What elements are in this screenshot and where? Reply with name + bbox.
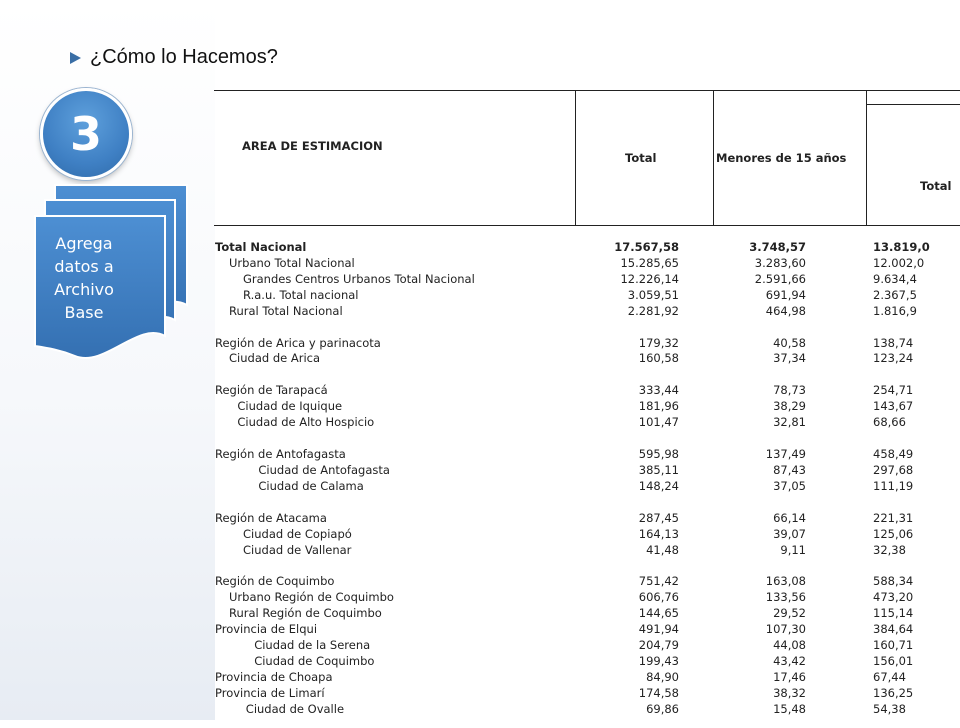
- row-label: Ciudad de Coquimbo: [254, 653, 375, 668]
- table-row: [214, 527, 960, 543]
- cell-total-sub: 115,14: [873, 606, 914, 621]
- cell-menores: 44,08: [773, 638, 806, 652]
- cell-menores: 29,52: [773, 606, 806, 621]
- column-divider: [575, 90, 576, 225]
- cell-total-sub: 111,19: [873, 478, 914, 493]
- cell-total-sub: 156,01: [873, 653, 914, 668]
- table-row: [214, 638, 960, 654]
- cell-menores: 78,73: [773, 383, 806, 398]
- cell-total: 199,43: [638, 653, 679, 668]
- row-label: Región de Coquimbo: [215, 574, 335, 589]
- cell-total: 385,11: [638, 462, 679, 477]
- cell-total-sub: 143,67: [873, 399, 914, 414]
- heading-text: ¿Cómo lo Hacemos?: [90, 45, 278, 68]
- row-label: Región de Tarapacá: [215, 383, 328, 398]
- header-menores: Menores de 15 años: [716, 151, 847, 165]
- step-label-line: Base: [64, 303, 104, 322]
- table-header-bottom-border: [214, 225, 960, 226]
- row-label: R.a.u. Total nacional: [243, 287, 359, 302]
- cell-total: 181,96: [638, 399, 679, 414]
- cell-total-sub: 384,64: [873, 622, 914, 637]
- row-label: Rural Región de Coquimbo: [229, 606, 382, 621]
- cell-menores: 38,32: [773, 685, 806, 700]
- table-row: [214, 272, 960, 288]
- triangle-bullet-icon: [70, 52, 81, 64]
- table-row: [214, 351, 960, 367]
- column-divider: [713, 90, 714, 225]
- cell-total: 287,45: [638, 510, 679, 525]
- cell-menores: 37,05: [773, 478, 806, 493]
- cell-total: 751,42: [638, 574, 679, 589]
- row-label: Ciudad de Copiapó: [243, 526, 352, 541]
- header-total: Total: [625, 151, 657, 165]
- cell-total-sub: 473,20: [873, 590, 914, 605]
- cell-total: 101,47: [638, 415, 679, 430]
- row-label: Ciudad de Ovalle: [245, 701, 345, 716]
- cell-total-sub: 254,71: [873, 383, 914, 398]
- cell-total: 12.226,14: [620, 271, 679, 286]
- cell-menores: 9,11: [780, 542, 806, 557]
- table-row: [214, 240, 960, 256]
- cell-total: 160,58: [638, 351, 679, 366]
- cell-total-sub: 1.816,9: [873, 303, 917, 318]
- cell-menores: 15,48: [773, 701, 806, 716]
- table-row: [214, 383, 960, 399]
- cell-menores: 87,43: [773, 462, 806, 477]
- cell-total-sub: 67,44: [873, 669, 906, 684]
- step-label-line: Archivo: [54, 280, 114, 299]
- row-label: Región de Antofagasta: [215, 447, 346, 461]
- table-row: [214, 256, 960, 272]
- cell-total: 144,65: [638, 606, 679, 621]
- table-row: [214, 288, 960, 304]
- population-table: [214, 88, 960, 728]
- cell-menores: 37,34: [773, 351, 806, 366]
- row-label: Ciudad de Calama: [258, 478, 364, 493]
- cell-total-sub: 68,66: [873, 415, 906, 430]
- table-row: [214, 304, 960, 320]
- step-description: [38, 232, 130, 324]
- row-label: Ciudad de Arica: [229, 351, 321, 366]
- table-row: [214, 590, 960, 606]
- cell-total: 179,32: [638, 335, 679, 350]
- cell-menores: 39,07: [773, 526, 806, 541]
- table-row: [214, 511, 960, 527]
- table-row: [214, 654, 960, 670]
- cell-total: 491,94: [638, 622, 679, 637]
- cell-menores: 464,98: [765, 303, 806, 318]
- row-label: Grandes Centros Urbanos Total Nacional: [243, 271, 475, 286]
- cell-total-sub: 125,06: [873, 526, 914, 541]
- cell-total: 606,76: [638, 590, 679, 605]
- cell-total-sub: 297,68: [873, 462, 914, 477]
- cell-menores: 40,58: [773, 335, 806, 350]
- slide-heading: [70, 41, 278, 73]
- row-label: Región de Arica y parinacota: [215, 335, 381, 350]
- cell-total-sub: 136,25: [873, 685, 914, 700]
- table-row: [214, 415, 960, 431]
- row-label: Urbano Total Nacional: [229, 255, 355, 270]
- cell-total-sub: 160,71: [873, 638, 914, 652]
- table-row: [214, 399, 960, 415]
- table-row: [214, 463, 960, 479]
- cell-menores: 43,42: [773, 653, 806, 668]
- cell-total-sub: 32,38: [873, 542, 906, 557]
- row-label: Provincia de Limarí: [215, 685, 325, 700]
- cell-total-sub: 221,31: [873, 510, 914, 525]
- row-label: Provincia de Choapa: [215, 669, 333, 684]
- cell-total-sub: 458,49: [873, 447, 914, 461]
- cell-menores: 691,94: [765, 287, 806, 302]
- row-label: Región de Atacama: [215, 510, 327, 525]
- cell-total-sub: 138,74: [873, 335, 914, 350]
- table-row: [214, 543, 960, 559]
- cell-menores: 32,81: [773, 415, 806, 430]
- table-row: [214, 447, 960, 463]
- cell-menores: 66,14: [773, 510, 806, 525]
- cell-total: 69,86: [646, 701, 679, 716]
- cell-menores: 17,46: [773, 669, 806, 684]
- cell-total: 2.281,92: [627, 303, 679, 318]
- cell-total-sub: 123,24: [873, 351, 914, 366]
- row-label: Rural Total Nacional: [229, 303, 343, 318]
- step-label-line: datos a: [54, 257, 114, 276]
- cell-total: 174,58: [638, 685, 679, 700]
- cell-total-sub: 54,38: [873, 701, 906, 716]
- row-label: Ciudad de Alto Hospicio: [237, 415, 375, 430]
- cell-menores: 38,29: [773, 399, 806, 414]
- cell-menores: 137,49: [765, 447, 806, 461]
- table-top-border: [214, 90, 960, 91]
- column-divider: [866, 90, 867, 225]
- cell-total: 204,79: [638, 638, 679, 652]
- cell-total: 333,44: [638, 383, 679, 398]
- cell-total: 164,13: [638, 526, 679, 541]
- table-row: [214, 670, 960, 686]
- cell-menores: 2.591,66: [754, 271, 806, 286]
- cell-total: 17.567,58: [614, 240, 679, 254]
- cell-total: 3.059,51: [627, 287, 679, 302]
- cell-total: 15.285,65: [620, 255, 679, 270]
- cell-menores: 163,08: [765, 574, 806, 589]
- header-total-sub: Total: [920, 179, 952, 193]
- table-row: [214, 606, 960, 622]
- cell-total-sub: 588,34: [873, 574, 914, 589]
- cell-total: 41,48: [646, 542, 679, 557]
- step-number-badge: [40, 88, 132, 180]
- table-row: [214, 686, 960, 702]
- cell-total-sub: 13.819,0: [873, 240, 930, 254]
- row-label: Total Nacional: [215, 240, 307, 254]
- table-row: [214, 702, 960, 718]
- cell-total-sub: 12.002,0: [873, 255, 925, 270]
- cell-total: 84,90: [646, 669, 679, 684]
- row-label: Ciudad de Iquique: [237, 399, 343, 414]
- cell-menores: 3.283,60: [754, 255, 806, 270]
- cell-menores: 133,56: [765, 590, 806, 605]
- table-row: [214, 479, 960, 495]
- table-row: [214, 574, 960, 590]
- row-label: Ciudad de Antofagasta: [258, 462, 390, 477]
- step-number: 3: [69, 107, 102, 161]
- cell-menores: 3.748,57: [749, 240, 806, 254]
- subheader-border: [866, 104, 960, 105]
- row-label: Provincia de Elqui: [215, 622, 318, 637]
- table-row: [214, 336, 960, 352]
- cell-total-sub: 2.367,5: [873, 287, 917, 302]
- header-area: AREA DE ESTIMACION: [242, 139, 383, 153]
- row-label: Ciudad de Vallenar: [243, 542, 352, 557]
- cell-menores: 107,30: [765, 622, 806, 637]
- step-label-line: Agrega: [55, 234, 113, 253]
- row-label: Urbano Región de Coquimbo: [229, 590, 394, 605]
- cell-total: 148,24: [638, 478, 679, 493]
- cell-total: 595,98: [638, 447, 679, 461]
- table-row: [214, 622, 960, 638]
- cell-total-sub: 9.634,4: [873, 271, 917, 286]
- row-label: Ciudad de la Serena: [254, 638, 371, 652]
